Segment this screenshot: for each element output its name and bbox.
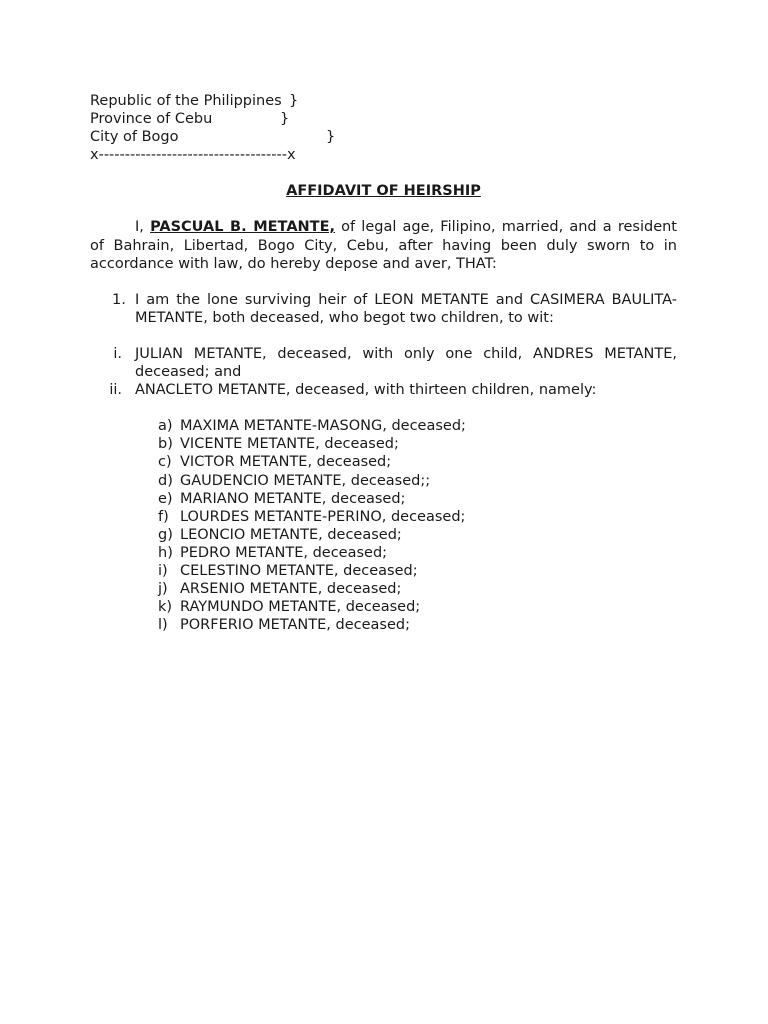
grandchild-marker: h) (158, 544, 173, 561)
grandchild-marker: d) (158, 472, 173, 489)
grandchild-marker: f) (158, 508, 169, 525)
caption-province: Province of Cebu (90, 111, 213, 128)
list-item-grandchild (158, 453, 677, 471)
grandchild-text: MAXIMA METANTE-MASONG, deceased; (180, 418, 466, 435)
numbered-item-1 (90, 291, 677, 327)
grandchild-text: VICTOR METANTE, deceased; (180, 454, 392, 471)
list-item-grandchild (158, 598, 677, 616)
child-text: JULIAN METANTE, deceased, with only one child, ANDRES METANTE, deceased; and (135, 345, 677, 381)
grandchild-marker: j) (158, 581, 168, 598)
grandchild-marker: c) (158, 454, 172, 471)
list-item-child (90, 345, 677, 381)
grandchild-text: PEDRO METANTE, deceased; (180, 544, 388, 561)
list-item-grandchild (158, 562, 677, 580)
child-text: ANACLETO METANTE, deceased, with thirteen children, namely: (135, 382, 597, 399)
caption-separator: x------------------------------------x (90, 147, 296, 164)
intro-paragraph (90, 218, 677, 272)
child-marker: i. (113, 345, 122, 362)
grandchild-text: VICENTE METANTE, deceased; (180, 436, 399, 453)
grandchild-marker: b) (158, 436, 173, 453)
grandchild-text: ARSENIO METANTE, deceased; (180, 581, 402, 598)
grandchild-text: LOURDES METANTE-PERINO, deceased; (180, 508, 466, 525)
venue-caption (90, 92, 677, 164)
document-page (90, 92, 677, 634)
list-item-grandchild (158, 508, 677, 526)
caption-city: City of Bogo (90, 129, 179, 146)
child-marker: ii. (109, 382, 122, 399)
grandchild-text: PORFERIO METANTE, deceased; (180, 617, 410, 634)
document-title: AFFIDAVIT OF HEIRSHIP (286, 183, 481, 200)
grandchild-marker: e) (158, 490, 173, 507)
grandchild-text: GAUDENCIO METANTE, deceased;; (180, 472, 431, 489)
caption-brace-1: } (289, 93, 299, 109)
item-1-text: I am the lone surviving heir of LEON METANTE and CASIMERA BAULITA-METANTE, both deceased, who begot two children, to wit: (135, 291, 677, 326)
grandchildren-list (90, 417, 677, 634)
list-item-grandchild (158, 435, 677, 453)
item-1-marker: 1. (112, 291, 126, 308)
list-item-grandchild (158, 490, 677, 508)
grandchild-marker: k) (158, 599, 173, 616)
children-list (90, 345, 677, 399)
list-item-grandchild (158, 544, 677, 562)
list-item-grandchild (158, 472, 677, 490)
intro-rest: of legal age, Filipino, married, and a resident of Bahrain, Libertad, Bogo City, Cebu, after having been duly sworn to in accordance with law, do hereby depose and aver, THAT: (90, 219, 677, 272)
list-item-grandchild (158, 526, 677, 544)
grandchild-marker: a) (158, 418, 173, 435)
caption-line-republic (90, 92, 677, 110)
intro-lead: I, (135, 219, 151, 236)
caption-republic: Republic of the Philippines (90, 93, 282, 109)
grandchild-text: LEONCIO METANTE, deceased; (180, 526, 402, 543)
affiant-name: PASCUAL B. METANTE, (150, 219, 335, 236)
caption-line-province (90, 110, 677, 128)
caption-brace-3: } (326, 129, 336, 146)
list-item-grandchild (158, 616, 677, 634)
grandchild-marker: g) (158, 526, 173, 543)
grandchild-text: MARIANO METANTE, deceased; (180, 490, 406, 507)
caption-line-city (90, 128, 677, 146)
list-item-child (90, 381, 677, 399)
grandchild-text: CELESTINO METANTE, deceased; (180, 562, 418, 579)
grandchild-marker: l) (158, 617, 168, 634)
list-item-grandchild (158, 580, 677, 598)
list-item-grandchild (158, 417, 677, 435)
grandchild-text: RAYMUNDO METANTE, deceased; (180, 599, 421, 616)
caption-brace-2: } (280, 111, 290, 128)
grandchild-marker: i) (158, 562, 168, 579)
